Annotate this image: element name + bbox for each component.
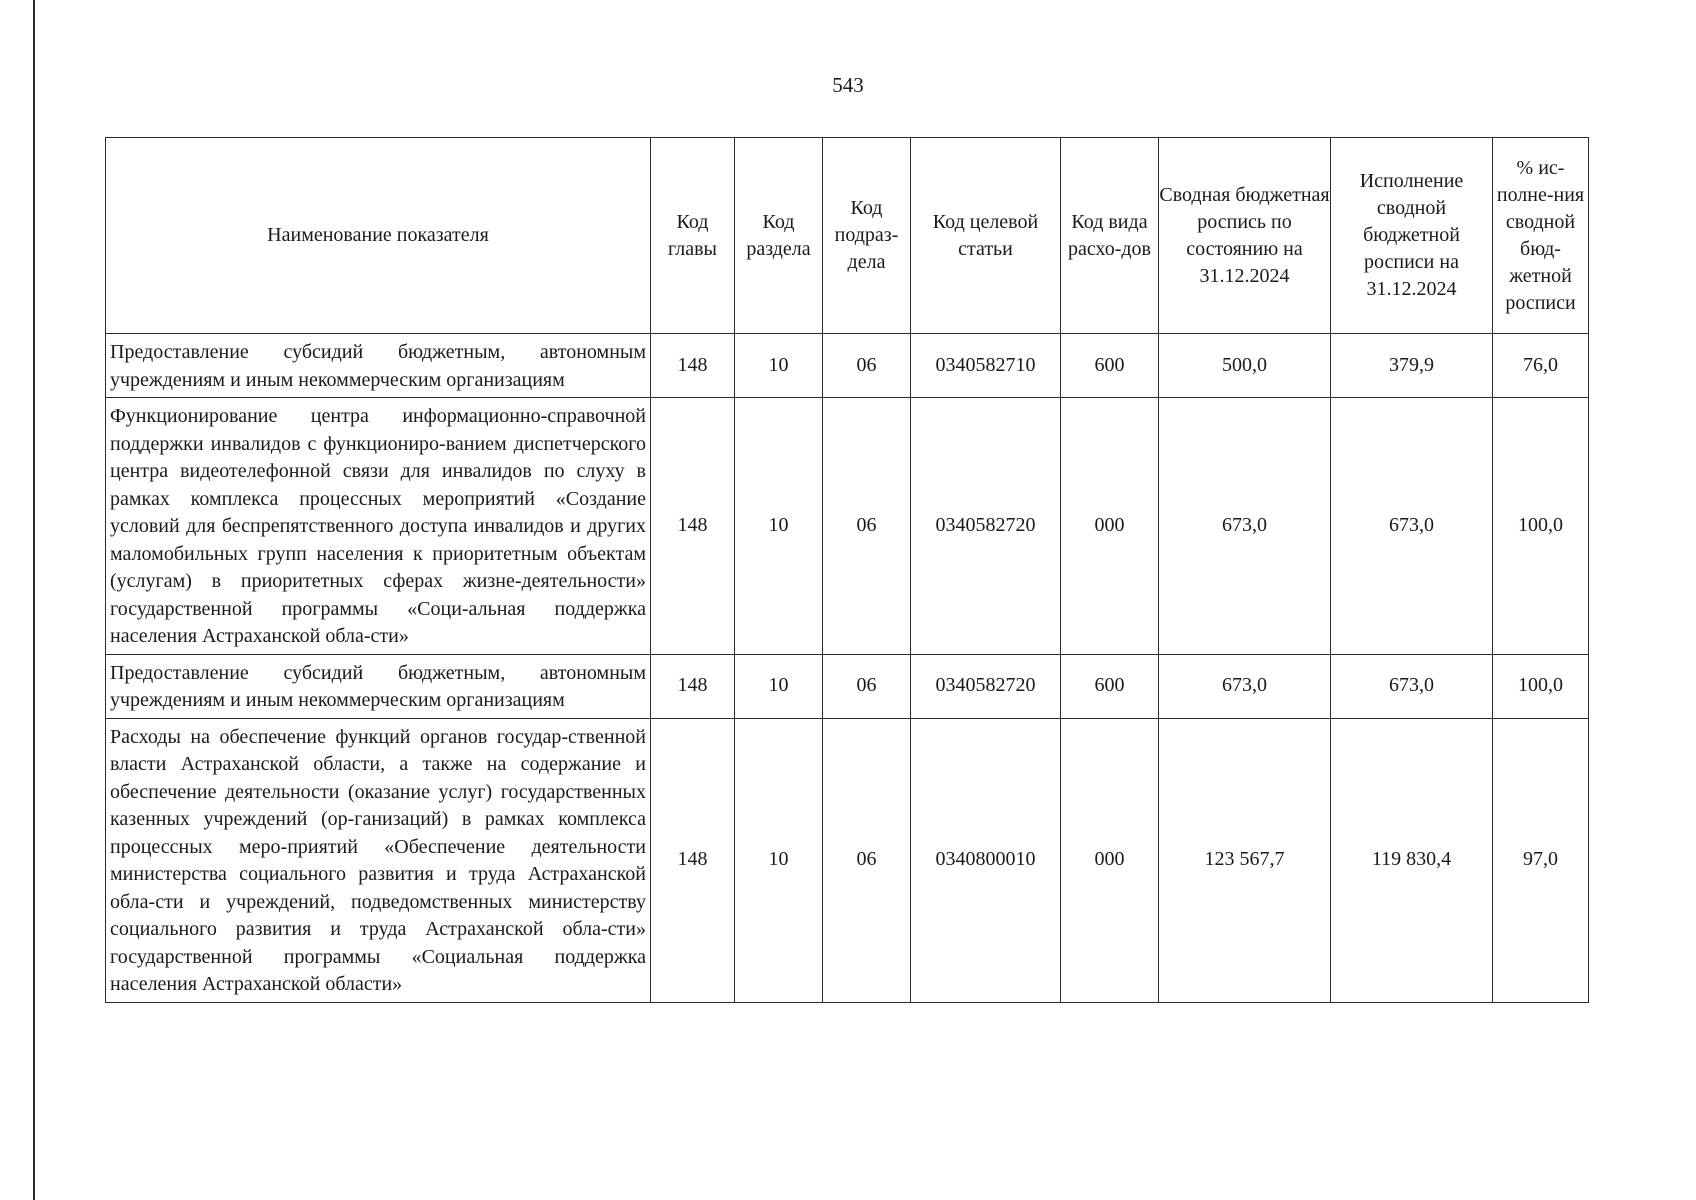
row-indicator-name: Расходы на обеспечение функций органов государ-ственной власти Астраханской области, а также на содержание и обеспечение деятельности (оказание услуг) государственных казенных учреждений (ор-ганизаций) в рамках комплекса процессных меро-приятий «Обеспечение деятельности министерства социального развития и труда Астраханской обла-сти и учреждений, подведомственных министерству социального развития и труда Астраханской обла-сти» государственной программы «Социальная поддержка населения Астраханской области» bbox=[106, 718, 651, 1002]
row-chapter-code: 148 bbox=[651, 398, 735, 655]
header-execution-percent: % ис-полне-ния сводной бюд-жетной росписи bbox=[1493, 138, 1589, 334]
header-chapter-code: Код главы bbox=[651, 138, 735, 334]
row-chapter-code: 148 bbox=[651, 718, 735, 1002]
row-subsection-code: 06 bbox=[823, 718, 911, 1002]
row-subsection-code: 06 bbox=[823, 654, 911, 718]
row-section-code: 10 bbox=[735, 654, 823, 718]
scan-edge-line bbox=[33, 0, 35, 1200]
header-indicator-name: Наименование показателя bbox=[106, 138, 651, 334]
row-execution-percent: 97,0 bbox=[1493, 718, 1589, 1002]
table-header-row bbox=[106, 138, 1589, 334]
row-chapter-code: 148 bbox=[651, 334, 735, 398]
row-section-code: 10 bbox=[735, 398, 823, 655]
row-target-article-code: 0340582720 bbox=[911, 398, 1061, 655]
header-section-code: Код раздела bbox=[735, 138, 823, 334]
row-budget-plan: 673,0 bbox=[1159, 398, 1331, 655]
row-expense-type-code: 600 bbox=[1061, 654, 1159, 718]
table-row bbox=[106, 718, 1589, 1002]
row-subsection-code: 06 bbox=[823, 334, 911, 398]
row-budget-execution: 379,9 bbox=[1331, 334, 1493, 398]
row-budget-plan: 500,0 bbox=[1159, 334, 1331, 398]
table-row bbox=[106, 654, 1589, 718]
row-subsection-code: 06 bbox=[823, 398, 911, 655]
row-execution-percent: 76,0 bbox=[1493, 334, 1589, 398]
row-indicator-name: Предоставление субсидий бюджетным, автономным учреждениям и иным некоммерческим организациям bbox=[106, 654, 651, 718]
row-budget-plan: 123 567,7 bbox=[1159, 718, 1331, 1002]
row-execution-percent: 100,0 bbox=[1493, 654, 1589, 718]
row-indicator-name: Функционирование центра информационно-справочной поддержки инвалидов с функциониро-ванием диспетчерского центра видеотелефонной связи для инвалидов по слуху в рамках комплекса процессных мероприятий «Создание условий для беспрепятственного доступа инвалидов и других маломобильных групп населения к приоритетным объектам (услугам) в приоритетных сферах жизне-деятельности» государственной программы «Соци-альная поддержка населения Астраханской обла-сти» bbox=[106, 398, 651, 655]
row-indicator-name: Предоставление субсидий бюджетным, автономным учреждениям и иным некоммерческим организациям bbox=[106, 334, 651, 398]
header-target-article-code: Код целевой статьи bbox=[911, 138, 1061, 334]
row-budget-execution: 673,0 bbox=[1331, 654, 1493, 718]
row-section-code: 10 bbox=[735, 334, 823, 398]
row-budget-execution: 119 830,4 bbox=[1331, 718, 1493, 1002]
row-budget-plan: 673,0 bbox=[1159, 654, 1331, 718]
row-expense-type-code: 000 bbox=[1061, 718, 1159, 1002]
row-section-code: 10 bbox=[735, 718, 823, 1002]
row-target-article-code: 0340800010 bbox=[911, 718, 1061, 1002]
table-row bbox=[106, 334, 1589, 398]
row-budget-execution: 673,0 bbox=[1331, 398, 1493, 655]
budget-execution-table bbox=[105, 137, 1589, 1003]
table-row bbox=[106, 398, 1589, 655]
page-number: 543 bbox=[832, 73, 864, 97]
row-chapter-code: 148 bbox=[651, 654, 735, 718]
row-expense-type-code: 000 bbox=[1061, 398, 1159, 655]
row-target-article-code: 0340582710 bbox=[911, 334, 1061, 398]
header-budget-plan: Сводная бюджетная роспись по состоянию на 31.12.2024 bbox=[1159, 138, 1331, 334]
header-budget-execution: Исполнение сводной бюджетной росписи на 31.12.2024 bbox=[1331, 138, 1493, 334]
header-expense-type-code: Код вида расхо-дов bbox=[1061, 138, 1159, 334]
row-execution-percent: 100,0 bbox=[1493, 398, 1589, 655]
row-target-article-code: 0340582720 bbox=[911, 654, 1061, 718]
header-subsection-code: Код подраз-дела bbox=[823, 138, 911, 334]
row-expense-type-code: 600 bbox=[1061, 334, 1159, 398]
